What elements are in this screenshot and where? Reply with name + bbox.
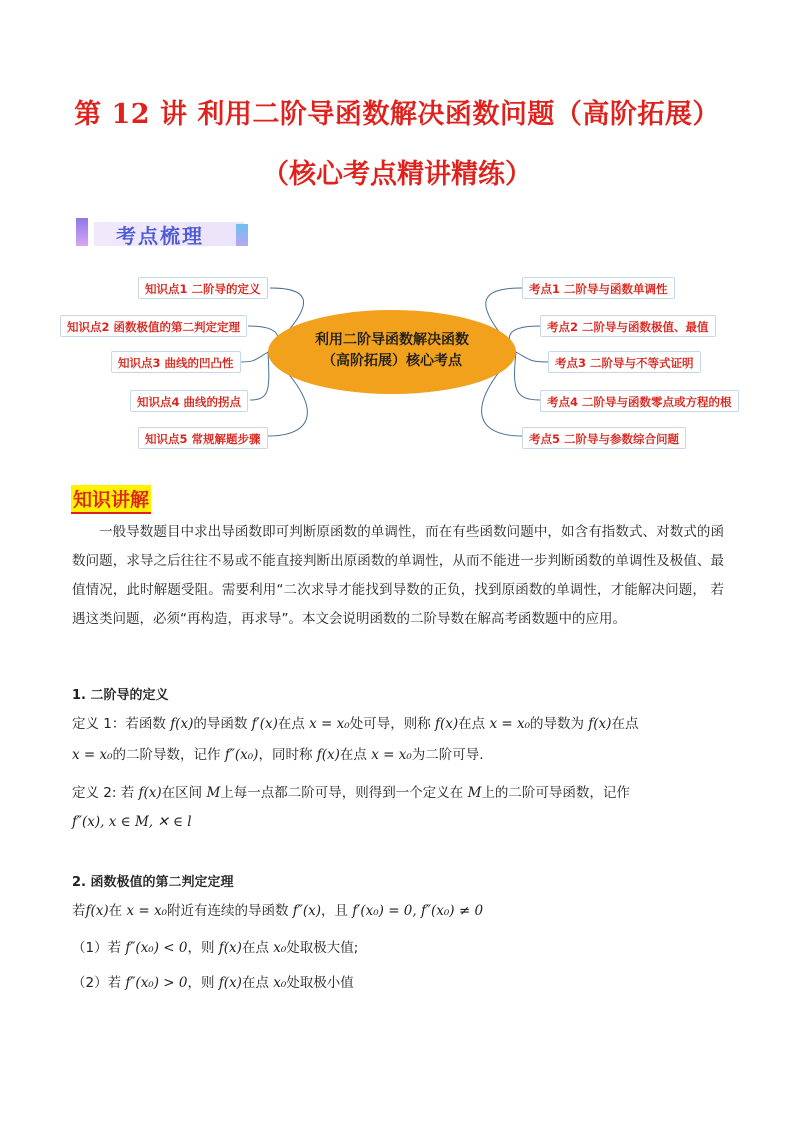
knowledge-heading: 知识讲解	[71, 485, 151, 514]
text: 处取极大值;	[286, 940, 359, 956]
text: 的导数为	[530, 716, 584, 732]
mind-map-center	[268, 310, 516, 394]
def1-label: 定义 1：	[72, 716, 126, 732]
text: 在点	[241, 975, 269, 991]
text: 处可导，则称	[349, 716, 431, 732]
math-x-eq-x0: x = x₀	[126, 903, 167, 919]
right-node-2: 考点2 二阶导与函数极值、最值	[540, 315, 716, 337]
math-x0: x₀	[273, 975, 287, 991]
branch-line	[240, 352, 268, 362]
theorem-line	[72, 899, 483, 919]
text: 为二阶可导.	[411, 747, 484, 763]
text: 在点	[611, 716, 639, 732]
text: 若	[120, 785, 135, 801]
text: 在区间	[161, 785, 203, 801]
center-line-2: （高阶拓展）核心考点	[322, 353, 462, 369]
section-1-title: 1. 二阶导的定义	[72, 688, 169, 703]
branch-line	[515, 352, 540, 400]
math-f2x0: f″(x₀)	[125, 975, 159, 991]
math-fx: f(x)	[435, 716, 459, 732]
text: （1）若	[72, 940, 122, 956]
math-M: M	[467, 785, 482, 801]
math-fx: f(x)	[138, 785, 162, 801]
def1-line-1	[72, 712, 638, 732]
left-node-4: 知识点4 曲线的拐点	[130, 390, 248, 412]
section-banner	[76, 216, 258, 252]
math-fx: f(x)	[316, 747, 340, 763]
math-f2x0: f″(x₀)	[125, 940, 159, 956]
text: 在点	[277, 716, 305, 732]
def2-line-1	[72, 781, 630, 801]
text: 若函数	[125, 716, 166, 732]
text: 在点	[458, 716, 486, 732]
math-fx: f(x)	[85, 903, 109, 919]
case-1-line	[72, 936, 358, 956]
left-node-5: 知识点5 常规解题步骤	[138, 427, 268, 449]
text: 附近有连续的导函数	[167, 903, 289, 919]
math-fx: f(x)	[170, 716, 194, 732]
def1-line-2	[72, 743, 484, 763]
text: ，同时称	[258, 747, 313, 763]
left-node-1: 知识点1 二阶导的定义	[138, 277, 268, 299]
math-x-eq-x0: x = x₀	[371, 747, 412, 763]
right-node-5: 考点5 二阶导与参数综合问题	[522, 427, 686, 449]
text: 上每一点都二阶可导，则得到一个定义在	[220, 785, 464, 801]
math-def2-tail: f″(x), x ∈ M, ✕ ∈ l	[72, 814, 192, 830]
math-f2x: f″(x)	[292, 903, 321, 919]
text: 在	[108, 903, 123, 919]
math-M: M	[206, 785, 221, 801]
case-2-line	[72, 971, 354, 991]
text: 的导函数	[193, 716, 248, 732]
left-node-2: 知识点2 函数极值的第二判定定理	[60, 315, 247, 337]
text: ，且	[320, 903, 348, 919]
math-fx: f(x)	[218, 975, 242, 991]
banner-left-square	[76, 218, 88, 246]
page-subtitle: （核心考点精讲精练）	[262, 159, 532, 190]
math-f2x0: f″(x₀)	[224, 747, 259, 763]
right-node-1: 考点1 二阶导与函数单调性	[522, 277, 675, 299]
math-lt0: < 0	[163, 940, 188, 956]
mind-map	[0, 262, 794, 462]
def2-line-2	[72, 814, 192, 830]
math-fx: f(x)	[588, 716, 612, 732]
section-2-title: 2. 函数极值的第二判定定理	[72, 875, 234, 890]
left-node-3: 知识点3 曲线的凹凸性	[111, 351, 241, 373]
text: 处取极小值	[286, 975, 354, 991]
text: 在点	[339, 747, 367, 763]
math-f1x: f′(x)	[251, 716, 278, 732]
text: 在点	[241, 940, 269, 956]
banner-right-square	[236, 224, 248, 246]
text: 的二阶导数，记作	[112, 747, 221, 763]
text: 若	[72, 903, 86, 919]
page-title: 第 12 讲 利用二阶导函数解决函数问题（高阶拓展）	[74, 99, 720, 130]
def2-label: 定义 2:	[72, 785, 117, 801]
right-node-3: 考点3 二阶导与不等式证明	[548, 351, 701, 373]
text: ，则	[187, 940, 215, 956]
text: （2）若	[72, 975, 122, 991]
math-x0: x₀	[273, 940, 287, 956]
math-gt0: > 0	[163, 975, 188, 991]
branch-line	[516, 352, 548, 362]
banner-label: 考点梳理	[116, 224, 204, 248]
right-node-4: 考点4 二阶导与函数零点或方程的根	[540, 390, 739, 412]
math-theorem-condition: f′(x₀) = 0, f″(x₀) ≠ 0	[352, 903, 484, 919]
math-x-eq-x0: x = x₀	[72, 747, 113, 763]
center-line-1: 利用二阶导函数解决函数	[315, 332, 469, 348]
text: ，则	[187, 975, 219, 991]
math-x-eq-x0: x = x₀	[309, 716, 350, 732]
intro-paragraph: 一般导数题目中求出导函数即可判断原函数的单调性，而在有些函数问题中，如含有指数式、对数式的函数问题，求导之后往往不易或不能直接判断出原函数的单调性，从而不能进一步判断函数的单调性及极值、最值情况，此时解题受阻。需要利用“二次求导才能找到导数的正负，找到原函数的单调性，才能解决问题， 若遇这类问题，必须“再构造，再求导”。本文会说明函数的二阶导数在解高考函数题中的应用。	[72, 524, 724, 627]
branch-line	[250, 352, 269, 400]
math-x-eq-x0: x = x₀	[489, 716, 530, 732]
text: 上的二阶可导函数，记作	[481, 785, 630, 801]
math-fx: f(x)	[218, 940, 242, 956]
